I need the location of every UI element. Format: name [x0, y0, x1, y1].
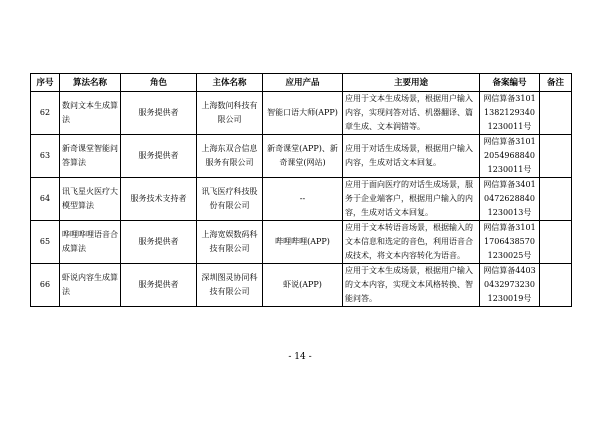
header-role: 角色	[121, 74, 197, 92]
cell-no: 66	[31, 264, 60, 307]
cell-note	[540, 264, 572, 307]
header-product: 应用产品	[263, 74, 343, 92]
cell-purpose: 应用于文本转语音场景，根据输入的文本信息和选定的音色，利用语音合成技术，将文本内容转化为语音。	[343, 221, 480, 264]
cell-no: 64	[31, 178, 60, 221]
table-row	[31, 135, 572, 178]
cell-no: 65	[31, 221, 60, 264]
header-no: 序号	[31, 74, 60, 92]
cell-product: 新奇课堂(APP)、新奇课堂(网站)	[263, 135, 343, 178]
cell-note	[540, 92, 572, 135]
cell-filing: 网信算备340104726288401230013号	[480, 178, 540, 221]
cell-algorithm-name: 哗哩哗哩语音合成算法	[60, 221, 121, 264]
cell-purpose: 应用于对话生成场景，根据用户输入内容，生成对话文本回复。	[343, 135, 480, 178]
cell-product: 哔哩哔哩(APP)	[263, 221, 343, 264]
cell-product: --	[263, 178, 343, 221]
cell-algorithm-name: 新奇课堂智能问答算法	[60, 135, 121, 178]
cell-product: 虾说(APP)	[263, 264, 343, 307]
cell-filing: 网信算备440304329732301230019号	[480, 264, 540, 307]
header-filing-number: 备案编号	[480, 74, 540, 92]
table-row	[31, 221, 572, 264]
cell-purpose: 应用于面向医疗的对话生成场景，服务于企业端客户，根据用户输入的内容，生成对话文本回复。	[343, 178, 480, 221]
table-row	[31, 264, 572, 307]
cell-algorithm-name: 讯飞星火医疗大模型算法	[60, 178, 121, 221]
cell-note	[540, 135, 572, 178]
cell-entity: 上海数问科技有限公司	[197, 92, 263, 135]
cell-product: 智能口语大师(APP)	[263, 92, 343, 135]
cell-role: 服务提供者	[121, 135, 197, 178]
cell-entity: 上海宽娱数码科技有限公司	[197, 221, 263, 264]
table-row	[31, 92, 572, 135]
page-number: - 14 -	[288, 352, 312, 362]
cell-algorithm-name: 虾说内容生成算法	[60, 264, 121, 307]
cell-note	[540, 221, 572, 264]
cell-role: 服务提供者	[121, 92, 197, 135]
cell-purpose: 应用于文本生成场景，根据用户输入的文本内容，实现文本风格转换、智能问答。	[343, 264, 480, 307]
cell-entity: 上海东双合信息服务有限公司	[197, 135, 263, 178]
cell-role: 服务提供者	[121, 264, 197, 307]
header-algorithm-name: 算法名称	[60, 74, 121, 92]
cell-algorithm-name: 数问文本生成算法	[60, 92, 121, 135]
table-header-row	[31, 74, 572, 92]
cell-role: 服务提供者	[121, 221, 197, 264]
cell-purpose: 应用于文本生成场景，根据用户输入内容，实现问答对话、机器翻译、篇章生成、文本润错等。	[343, 92, 480, 135]
cell-note	[540, 178, 572, 221]
cell-no: 62	[31, 92, 60, 135]
table-row	[31, 178, 572, 221]
header-purpose: 主要用途	[343, 74, 480, 92]
cell-entity: 深圳图灵协同科技有限公司	[197, 264, 263, 307]
algorithm-filing-table	[30, 73, 572, 307]
cell-filing: 网信算备310117064385701230025号	[480, 221, 540, 264]
cell-filing: 网信算备310120549688401230011号	[480, 135, 540, 178]
cell-filing: 网信算备310113821293401230011号	[480, 92, 540, 135]
header-entity-name: 主体名称	[197, 74, 263, 92]
cell-role: 服务技术支持者	[121, 178, 197, 221]
cell-no: 63	[31, 135, 60, 178]
cell-entity: 讯飞医疗科技股份有限公司	[197, 178, 263, 221]
header-note: 备注	[540, 74, 572, 92]
